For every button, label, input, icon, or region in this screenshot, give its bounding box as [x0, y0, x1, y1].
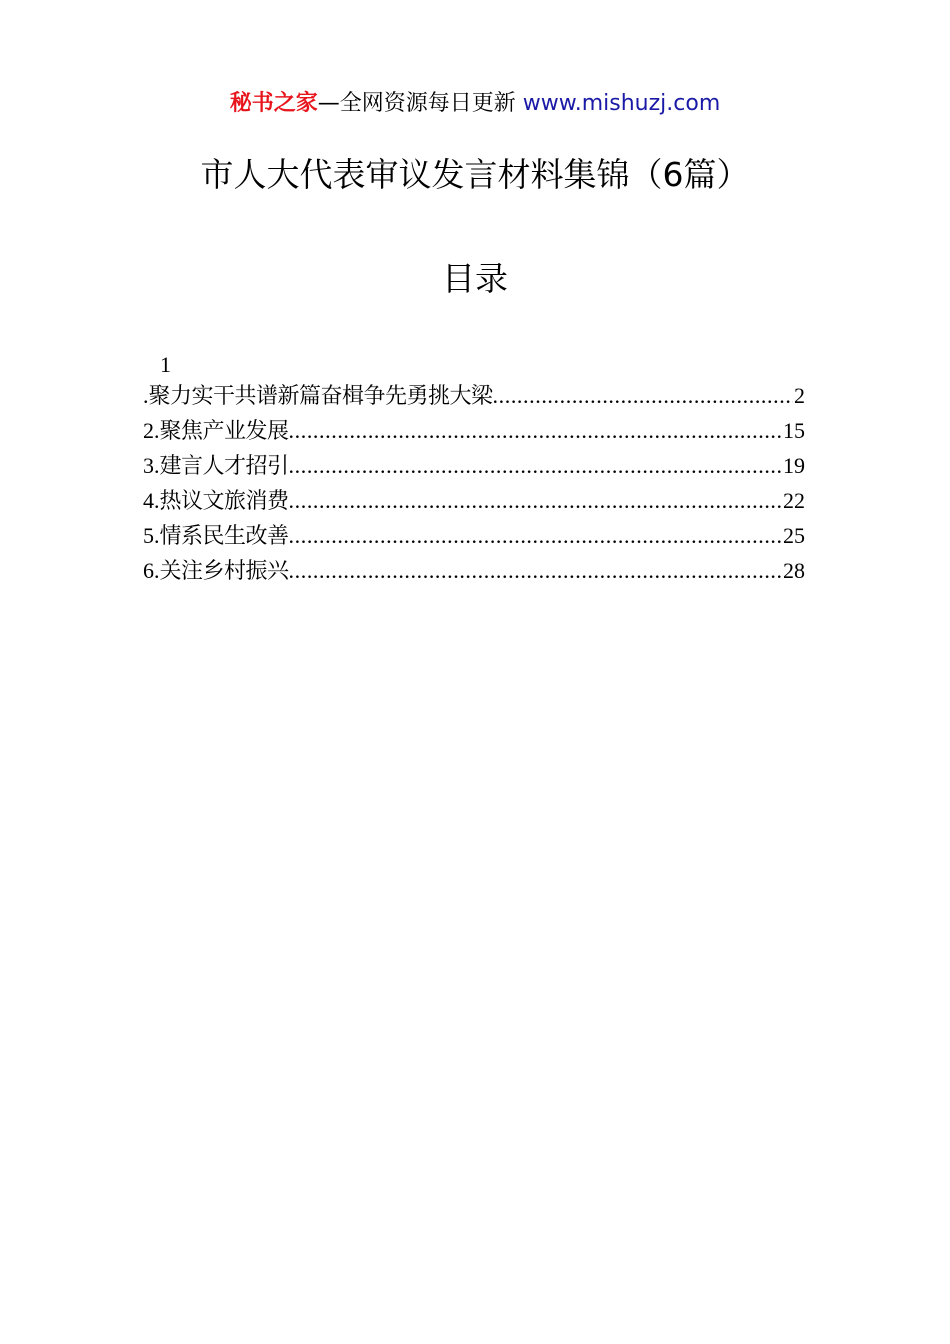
toc-leader-dots: [289, 553, 782, 588]
toc-entry-label: 聚焦产业发展: [159, 419, 289, 444]
toc-entry-page: 15: [783, 418, 805, 443]
toc-entry-1-number: 1: [160, 352, 171, 377]
toc-entry-label: 聚力实干共谱新篇奋楫争先勇挑大梁: [148, 384, 493, 409]
toc-entry-6[interactable]: [143, 553, 805, 588]
toc-entry-page: 28: [783, 558, 805, 583]
site-banner: [0, 88, 950, 120]
toc-entry-2[interactable]: [143, 413, 805, 448]
toc-entry-page: 22: [783, 488, 805, 513]
toc-entry-number: .: [143, 383, 149, 408]
toc-entry-4[interactable]: [143, 483, 805, 518]
toc-entry-page: 2: [794, 383, 805, 408]
table-of-contents: [143, 352, 805, 588]
toc-entry-page: 25: [783, 523, 805, 548]
toc-leader-dots: [493, 378, 793, 413]
toc-entry-label: 热议文旅消费: [159, 489, 289, 514]
toc-leader-dots: [289, 413, 782, 448]
site-tagline: —全网资源每日更新: [317, 91, 523, 116]
toc-entry-page: 19: [783, 453, 805, 478]
toc-leader-dots: [289, 483, 782, 518]
toc-entry-label: 建言人才招引: [159, 454, 289, 479]
toc-entry-number: 3.: [143, 453, 160, 478]
toc-leader-dots: [289, 518, 782, 553]
toc-entry-label: 关注乡村振兴: [159, 559, 289, 584]
toc-entry-label: 情系民生改善: [159, 524, 289, 549]
toc-entry-number: 4.: [143, 488, 160, 513]
toc-entry-1[interactable]: [143, 378, 805, 413]
toc-heading: 目录: [442, 259, 508, 298]
toc-entry-number: 6.: [143, 558, 160, 583]
brand-name: 秘书之家: [229, 91, 318, 116]
site-url-link[interactable]: www.mishuzj.com: [522, 91, 721, 116]
toc-entry-number: 5.: [143, 523, 160, 548]
toc-entry-number: 2.: [143, 418, 160, 443]
document-title: 市人大代表审议发言材料集锦（6篇）: [200, 155, 750, 194]
toc-entry-3[interactable]: [143, 448, 805, 483]
toc-leader-dots: [289, 448, 782, 483]
toc-entry-5[interactable]: [143, 518, 805, 553]
